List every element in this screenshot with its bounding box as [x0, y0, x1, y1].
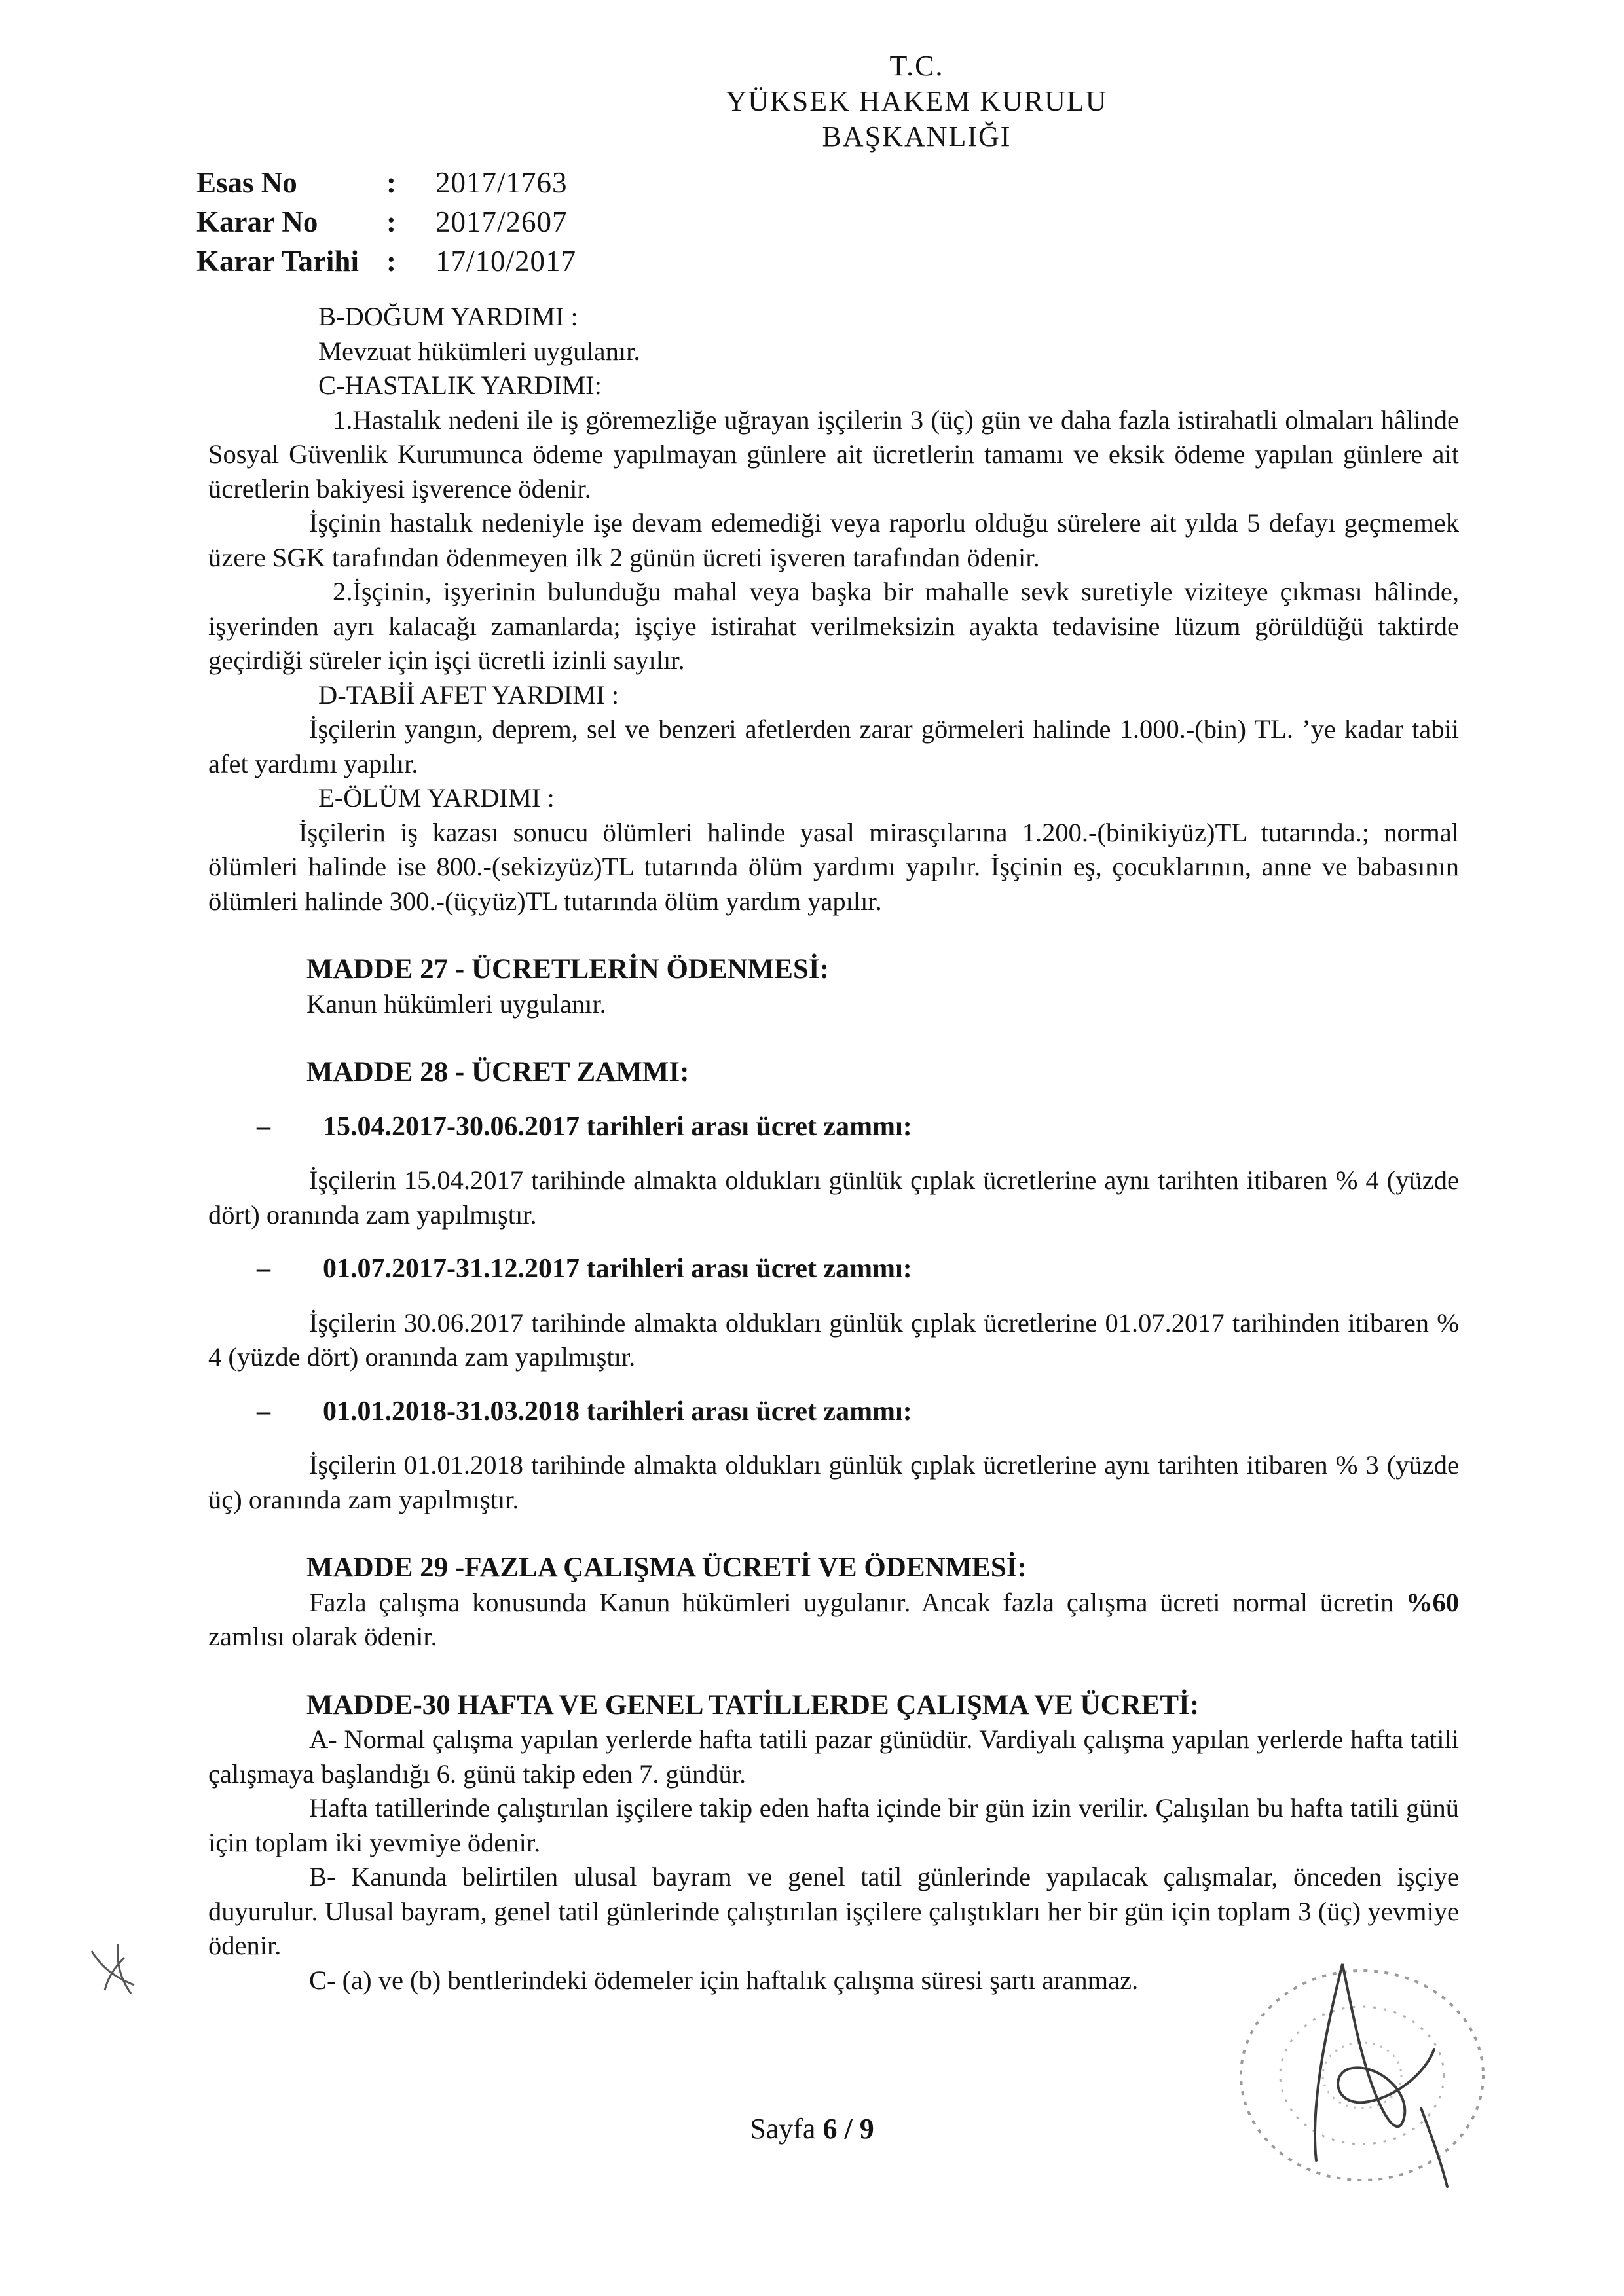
header-presidency: BAŞKANLIĞI: [822, 120, 1012, 153]
raise-period-1-text: İşçilerin 15.04.2017 tarihinde almakta oldukları günlük çıplak ücretlerine aynı tarihten itibaren % 4 (yüzde dört) oranında zam yapılmıştır.: [208, 1165, 1459, 1230]
raise-period-title: 15.04.2017-30.06.2017 tarihleri arası ücret zammı:: [323, 1111, 912, 1142]
meta-karar-no: [196, 203, 576, 242]
raise-period-2-heading: [208, 1252, 1459, 1286]
meta-colon: :: [386, 206, 396, 238]
section-b-text: Mevzuat hükümleri uygulanır.: [318, 336, 640, 366]
document-header: [458, 48, 1375, 155]
header-institution: YÜKSEK HAKEM KURULU: [726, 85, 1108, 117]
section-b-heading: B-DOĞUM YARDIMI :: [318, 302, 578, 331]
madde-29-text: [208, 1586, 1459, 1654]
initial-mark-icon: [79, 1931, 151, 2003]
section-e-text: İşçilerin iş kazası sonucu ölümleri halinde yasal mirasçılarına 1.200.-(binikiyüz)TL tutarında.; normal ölümleri halinde ise 800.-(sekizyüz)TL tutarında ölüm yardımı yapılır. İşçinin eş, çocuklarının, anne ve babasının ölümleri halinde 300.-(üçyüz)TL tutarında ölüm yardım yapılır.: [208, 817, 1459, 916]
case-metadata: [196, 164, 576, 282]
raise-period-title: 01.07.2017-31.12.2017 tarihleri arası ücret zammı:: [323, 1254, 912, 1284]
meta-karar-tarihi: [196, 242, 576, 282]
meta-value: 2017/1763: [435, 166, 568, 199]
meta-value: 2017/2607: [435, 206, 568, 238]
signature-icon: [1270, 1938, 1467, 2200]
raise-period-title: 01.01.2018-31.03.2018 tarihleri arası ücret zammı:: [323, 1396, 912, 1427]
page-label: Sayfa: [750, 2113, 816, 2145]
madde-30-paragraph-a2: Hafta tatillerinde çalıştırılan işçilere takip eden hafta içinde bir gün izin verilir. Çalışılan bu hafta tatili günü için toplam iki yevmiye ödenir.: [208, 1793, 1459, 1857]
dash-bullet: –: [257, 1254, 270, 1284]
raise-period-2-text: İşçilerin 30.06.2017 tarihinde almakta oldukları günlük çıplak ücretlerine 01.07.2017 tarihinden itibaren % 4 (yüzde dört) oranında zam yapılmıştır.: [208, 1307, 1459, 1372]
madde-29-text-start: Fazla çalışma konusunda Kanun hükümleri uygulanır. Ancak fazla çalışma ücreti normal ücretin: [309, 1587, 1406, 1617]
madde-29-heading: MADDE 29 -FAZLA ÇALIŞMA ÜCRETİ VE ÖDENMESİ:: [306, 1552, 1027, 1583]
raise-period-1-heading: [208, 1110, 1459, 1144]
header-tc: T.C.: [889, 50, 944, 82]
page-footer: [0, 2112, 1624, 2145]
meta-value: 17/10/2017: [435, 245, 577, 278]
section-c-paragraph-1: 1.Hastalık nedeni ile iş göremezliğe uğrayan işçilerin 3 (üç) gün ve daha fazla istirahatli olmaları hâlinde Sosyal Güvenlik Kurumunca ödeme yapılmayan günlere ait ücretlerin tamamı ve eksik ödeme yapılan günlere ait ücretlerin bakiyesi işverence ödenir.: [208, 405, 1459, 503]
meta-key: Karar Tarihi: [196, 245, 359, 278]
page-number: 6 / 9: [822, 2113, 874, 2145]
section-c-heading: C-HASTALIK YARDIMI:: [318, 371, 602, 400]
raise-period-3-text: İşçilerin 01.01.2018 tarihinde almakta oldukları günlük çıplak ücretlerine aynı tarihten itibaren % 3 (yüzde üç) oranında zam yapılmıştır.: [208, 1450, 1459, 1514]
madde-27-text: Kanun hükümleri uygulanır.: [306, 989, 606, 1019]
madde-30-paragraph-a: A- Normal çalışma yapılan yerlerde hafta tatili pazar günüdür. Vardiyalı çalışma yapılan yerlerde hafta tatili çalışmaya başlandığı 6. günü takip eden 7. gündür.: [208, 1724, 1459, 1789]
meta-colon: :: [386, 166, 396, 199]
meta-colon: :: [386, 245, 396, 278]
madde-30-paragraph-b: B- Kanunda belirtilen ulusal bayram ve genel tatil günlerinde yapılacak çalışmalar, önceden işçiye duyurulur. Ulusal bayram, genel tatil günlerinde çalıştırılan işçilere çalıştıkları her bir gün için toplam 3 (üç) yevmiye ödenir.: [208, 1862, 1459, 1960]
meta-esas-no: [196, 164, 576, 203]
overtime-rate: %60: [1406, 1587, 1459, 1617]
section-d-text: İşçilerin yangın, deprem, sel ve benzeri afetlerden zarar görmeleri halinde 1.000.-(bin) TL. ’ye kadar tabii afet yardımı yapılır.: [208, 714, 1459, 778]
document-body: [208, 300, 1459, 1997]
madde-30-paragraph-c: C- (a) ve (b) bentlerindeki ödemeler için haftalık çalışma süresi şartı aranmaz.: [309, 1965, 1139, 1995]
madde-30-heading: MADDE-30 HAFTA VE GENEL TATİLLERDE ÇALIŞMA VE ÜCRETİ:: [306, 1689, 1200, 1721]
madde-27-heading: MADDE 27 - ÜCRETLERİN ÖDENMESİ:: [306, 954, 829, 985]
meta-key: Karar No: [196, 206, 318, 238]
section-e-heading: E-ÖLÜM YARDIMI :: [318, 783, 555, 812]
meta-key: Esas No: [196, 166, 297, 199]
section-c-paragraph-3: 2.İşçinin, işyerinin bulunduğu mahal veya başka bir mahalle sevk suretiyle viziteye çıkması hâlinde, işyerinden ayrı kalacağı zamanlarda; işçiye istirahat verilmeksizin ayakta tedavisine lüzum görüldüğü taktirde geçirdiği süreler için işçi ücretli izinli sayılır.: [208, 577, 1459, 675]
madde-28-heading: MADDE 28 - ÜCRET ZAMMI:: [306, 1057, 690, 1087]
madde-29-text-end: zamlısı olarak ödenir.: [208, 1622, 437, 1651]
section-c-paragraph-2: İşçinin hastalık nedeniyle işe devam edemediği veya raporlu olduğu sürelere ait yılda 5 defayı geçmemek üzere SGK tarafından ödenmeyen ilk 2 günün ücreti işveren tarafından ödenir.: [208, 508, 1459, 572]
dash-bullet: –: [257, 1396, 270, 1427]
dash-bullet: –: [257, 1111, 270, 1142]
raise-period-3-heading: [208, 1394, 1459, 1429]
section-d-heading: D-TABİİ AFET YARDIMI :: [318, 680, 619, 710]
